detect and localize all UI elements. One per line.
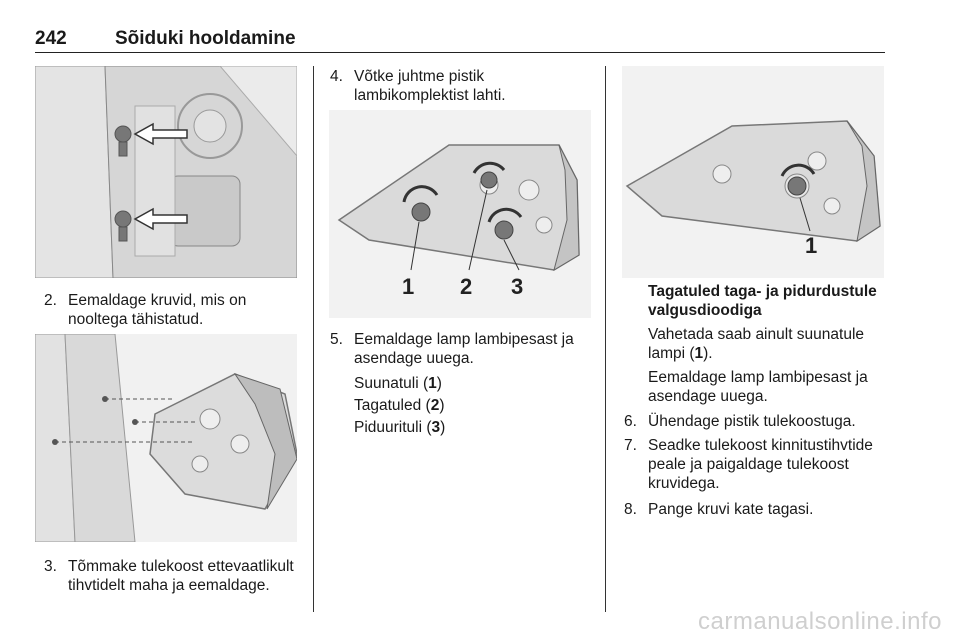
step-4 bbox=[330, 67, 595, 105]
lamp-list-item-3: Piduurituli (3) bbox=[354, 419, 446, 436]
note-replace-bulb: Eemaldage lamp lambipesast ja asendage uuega. bbox=[648, 369, 868, 405]
figure-led-tail-light bbox=[622, 66, 884, 278]
step-8 bbox=[624, 500, 889, 519]
callout-1: 1 bbox=[805, 233, 818, 258]
step-number: 4. bbox=[330, 68, 343, 85]
section-heading: Tagatuled taga- ja pidurdustule valgusdioodiga bbox=[648, 283, 877, 319]
column-divider-1 bbox=[313, 66, 314, 612]
step-text: Võtke juhtme pistik lambikomplektist lahti. bbox=[354, 68, 506, 104]
step-number: 8. bbox=[624, 501, 637, 518]
step-number: 5. bbox=[330, 331, 343, 348]
lamp-list-item-2: Tagatuled (2) bbox=[354, 397, 445, 414]
figure-bulb-holders bbox=[329, 110, 591, 318]
step-2 bbox=[44, 291, 302, 329]
page-header bbox=[35, 22, 885, 53]
figure-screw-removal bbox=[35, 66, 297, 278]
callout-2: 2 bbox=[460, 274, 473, 299]
step-7 bbox=[624, 436, 889, 493]
chapter-title: Sõiduki hooldamine bbox=[115, 28, 296, 49]
callout-3: 3 bbox=[511, 274, 524, 299]
step-text: Tõmmake tulekoost ettevaatlikult tihvtidelt maha ja eemaldage. bbox=[68, 558, 294, 594]
step-number: 7. bbox=[624, 437, 637, 454]
step-text: Seadke tulekoost kinnitustihvtide peale ja paigaldage tulekoost kruvidega. bbox=[648, 437, 873, 492]
column-divider-2 bbox=[605, 66, 606, 612]
step-text: Eemaldage lamp lambipesast ja asendage uuega. bbox=[354, 331, 574, 367]
note-turn-signal: Vahetada saab ainult suunatule lampi (1). bbox=[648, 326, 865, 362]
step-6 bbox=[624, 412, 889, 431]
step-text: Pange kruvi kate tagasi. bbox=[648, 501, 814, 518]
step-number: 2. bbox=[44, 292, 57, 309]
step-number: 6. bbox=[624, 413, 637, 430]
callout-1: 1 bbox=[402, 274, 415, 299]
page-number: 242 bbox=[35, 28, 67, 49]
step-3 bbox=[44, 557, 306, 595]
step-text: Eemaldage kruvid, mis on nooltega tähistatud. bbox=[68, 292, 247, 328]
step-text: Ühendage pistik tulekoostuga. bbox=[648, 413, 856, 430]
lamp-list-item-1: Suunatuli (1) bbox=[354, 375, 442, 392]
step-5 bbox=[330, 330, 595, 368]
step-number: 3. bbox=[44, 558, 57, 575]
watermark: carmanualsonline.info bbox=[698, 608, 942, 635]
figure-lamp-pull-off bbox=[35, 334, 297, 542]
